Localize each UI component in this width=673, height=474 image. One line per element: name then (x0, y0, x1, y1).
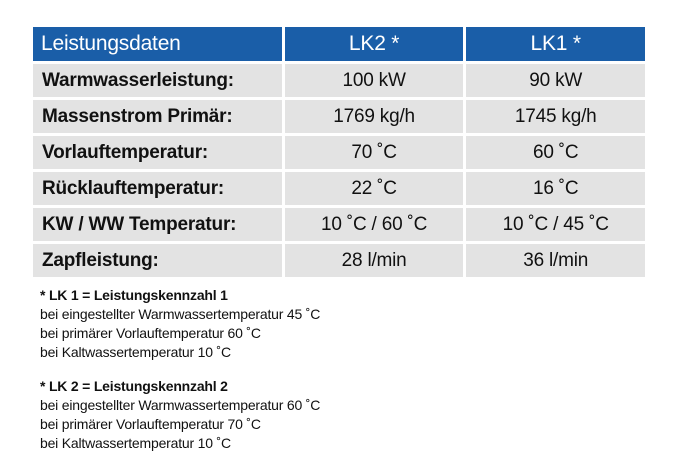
header-label: Leistungsdaten (33, 27, 282, 61)
header-lk1: LK1 * (466, 27, 645, 61)
row-value-lk2: 100 kW (285, 64, 464, 97)
performance-table (30, 24, 648, 280)
row-value-lk2: 70 ˚C (285, 136, 464, 169)
table-row (33, 208, 645, 241)
performance-data-sheet (33, 24, 645, 468)
row-value-lk1: 1745 kg/h (466, 100, 645, 133)
row-value-lk2: 28 l/min (285, 244, 464, 277)
row-value-lk2: 1769 kg/h (285, 100, 464, 133)
row-label: KW / WW Temperatur: (33, 208, 282, 241)
footnote-line: bei Kaltwassertemperatur 10 ˚C (40, 435, 231, 451)
table-row (33, 100, 645, 133)
footnote-line: bei eingestellter Warmwassertemperatur 60 ˚C (40, 397, 321, 413)
table-row (33, 136, 645, 169)
row-value-lk1: 60 ˚C (466, 136, 645, 169)
row-value-lk1: 10 ˚C / 45 ˚C (466, 208, 645, 241)
table-row (33, 244, 645, 277)
row-label: Zapfleistung: (33, 244, 282, 277)
row-label: Rücklauftemperatur: (33, 172, 282, 205)
table-row (33, 172, 645, 205)
row-value-lk2: 22 ˚C (285, 172, 464, 205)
footnote-title: * LK 2 = Leistungskennzahl 2 (40, 378, 228, 394)
header-lk2: LK2 * (285, 27, 464, 61)
footnote-line: bei primärer Vorlauftemperatur 70 ˚C (40, 416, 261, 432)
row-label: Massenstrom Primär: (33, 100, 282, 133)
footnote-lk2 (40, 377, 645, 453)
row-value-lk1: 90 kW (466, 64, 645, 97)
table-row (33, 64, 645, 97)
row-value-lk1: 16 ˚C (466, 172, 645, 205)
footnote-line: bei eingestellter Warmwassertemperatur 45 ˚C (40, 306, 321, 322)
row-value-lk1: 36 l/min (466, 244, 645, 277)
row-value-lk2: 10 ˚C / 60 ˚C (285, 208, 464, 241)
row-label: Warmwasserleistung: (33, 64, 282, 97)
footnote-line: bei primärer Vorlauftemperatur 60 ˚C (40, 325, 261, 341)
footnote-title: * LK 1 = Leistungskennzahl 1 (40, 287, 228, 303)
footnote-line: bei Kaltwassertemperatur 10 ˚C (40, 344, 231, 360)
row-label: Vorlauftemperatur: (33, 136, 282, 169)
footnotes (33, 286, 645, 453)
table-header-row (33, 27, 645, 61)
footnote-lk1 (40, 286, 645, 362)
